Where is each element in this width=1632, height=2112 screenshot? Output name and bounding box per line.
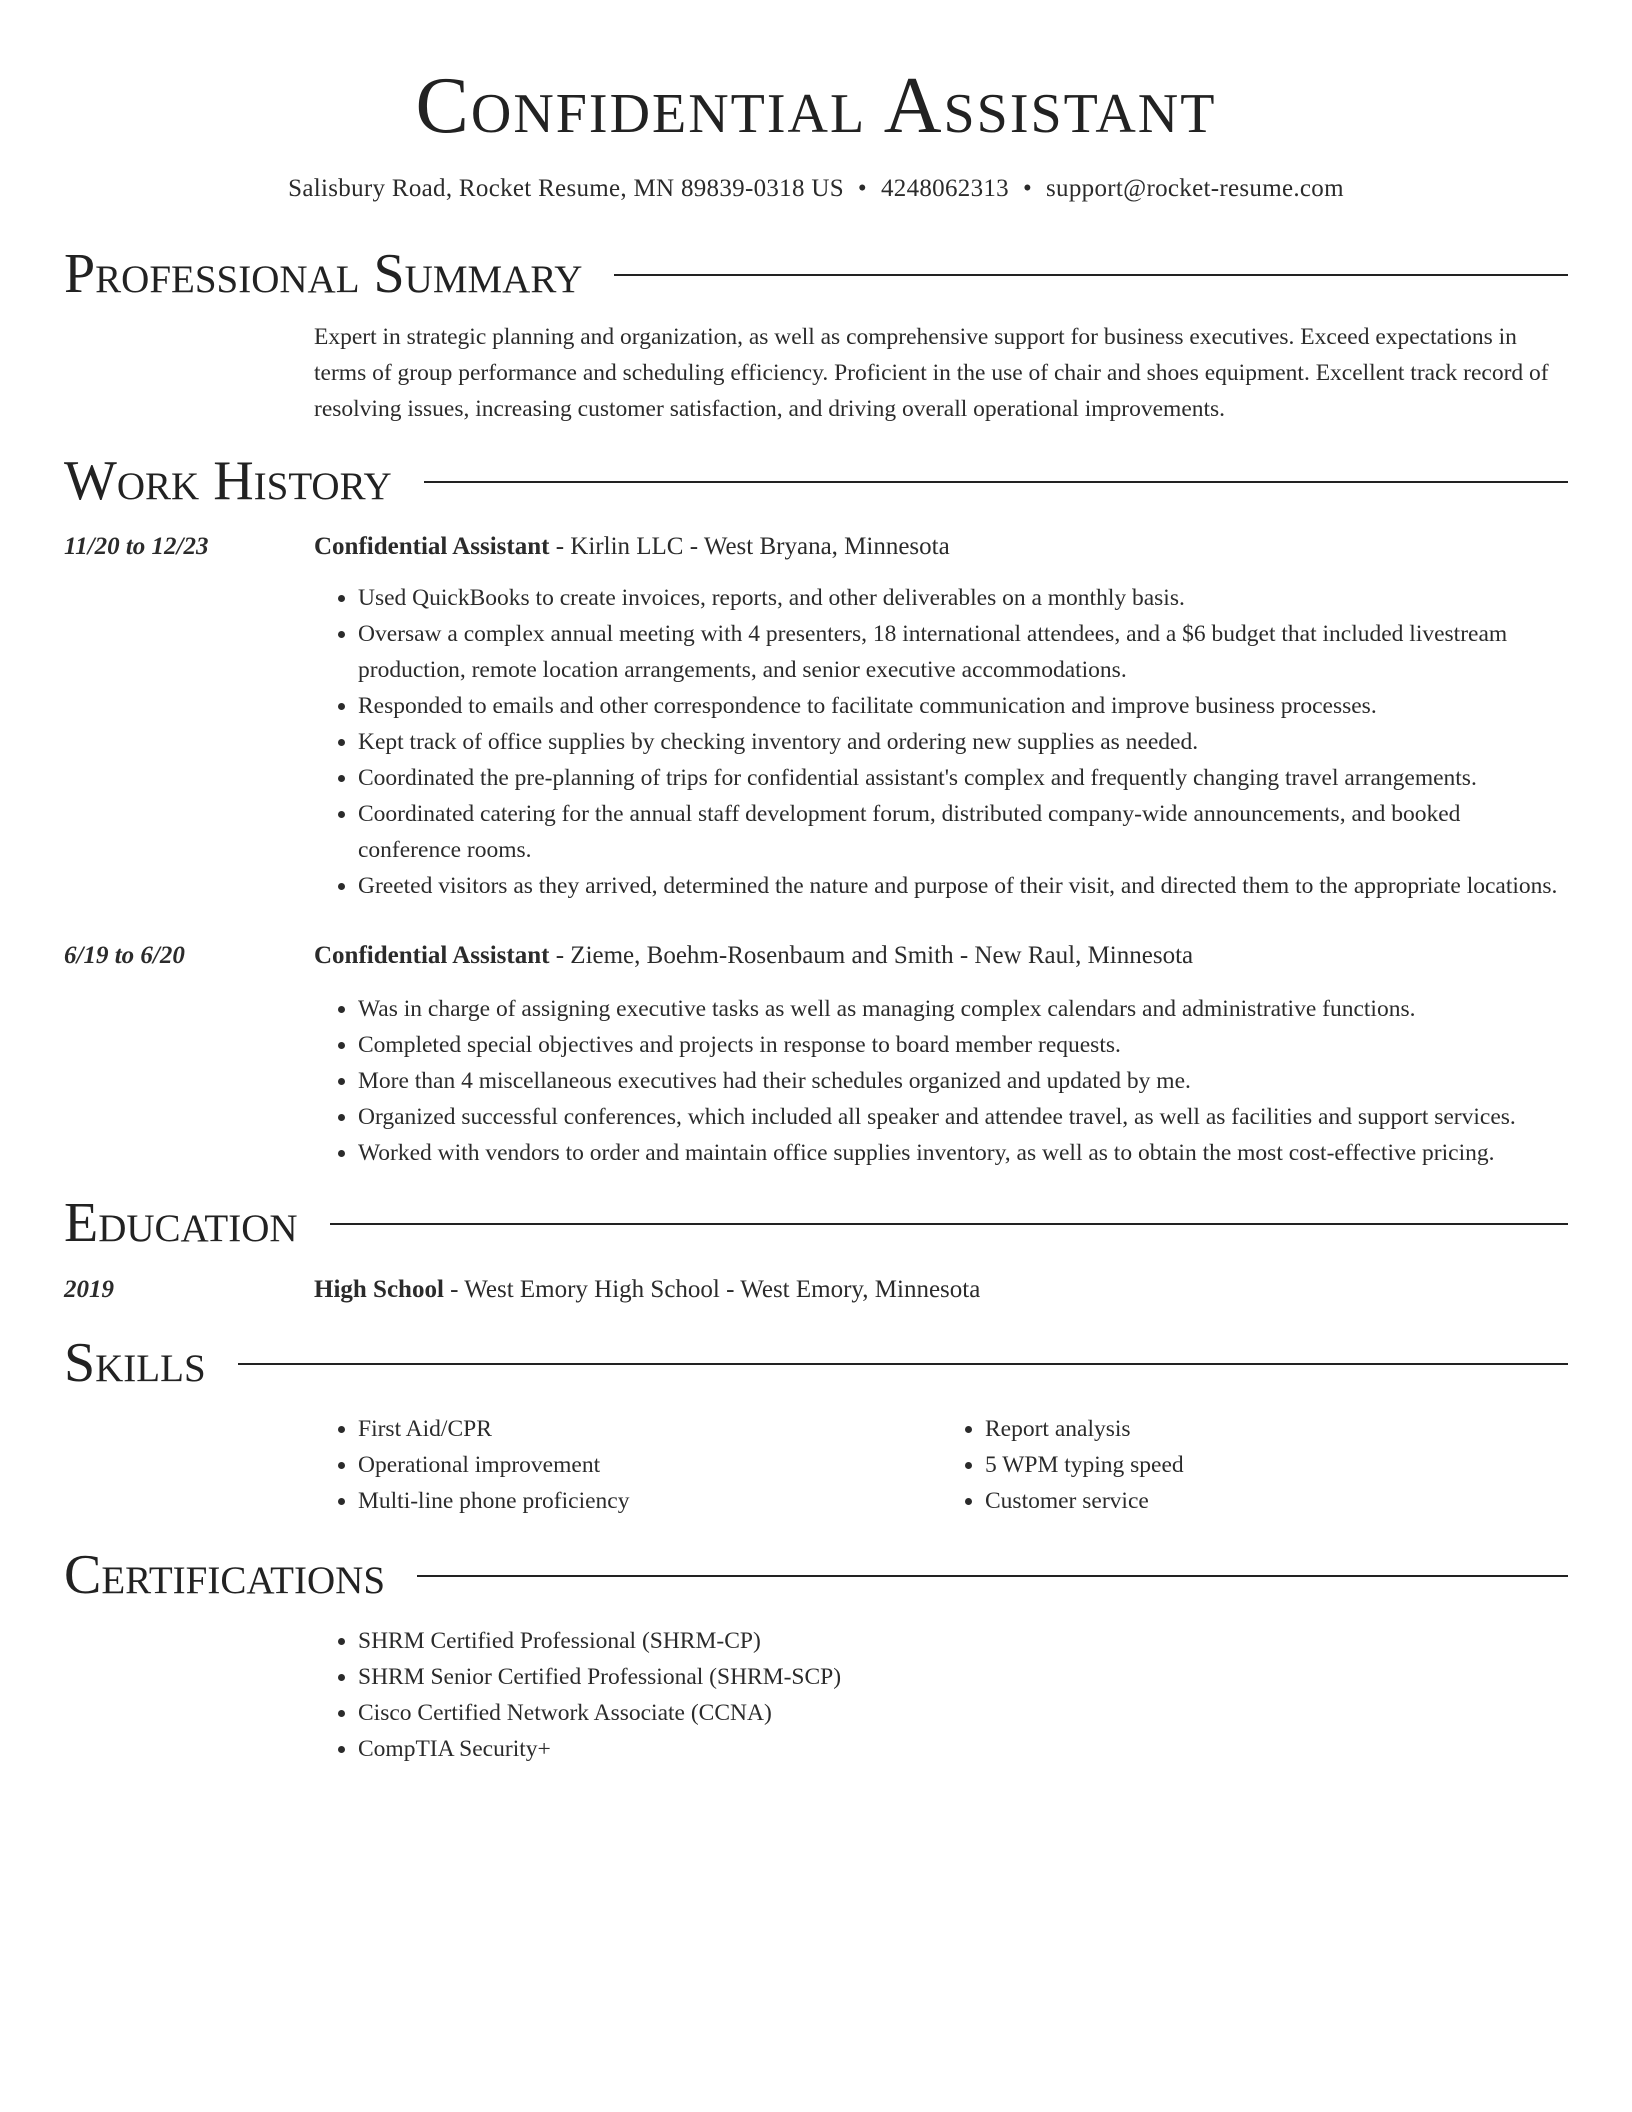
certification-item: • Cisco Certified Network Associate (CCNA)	[358, 1695, 1568, 1731]
contact-separator: •	[857, 175, 867, 202]
job-entry	[64, 939, 1568, 1171]
job-bullet-list	[314, 580, 1568, 904]
job-bullet-list	[314, 991, 1568, 1171]
certification-item: • CompTIA Security+	[358, 1731, 1568, 1767]
skill-item: • Multi-line phone proficiency	[358, 1483, 941, 1519]
job-bullet: • Used QuickBooks to create invoices, reports, and other deliverables on a monthly basis.	[358, 580, 1568, 616]
job-bullet: • Oversaw a complex annual meeting with 4 presenters, 18 international attendees, and a $6 budget that included livestream production, remote location arrangements, and senior executive accommodations.	[358, 616, 1568, 688]
education-heading: Education	[64, 1192, 298, 1254]
skill-item: • Report analysis	[985, 1411, 1568, 1447]
summary-text: Expert in strategic planning and organization, as well as comprehensive support for business executives. Exceed expectations in terms of group performance and scheduling efficiency. Proficient in the use of chair and shoes equipment. Excellent track record of resolving issues, increasing customer satisfaction, and driving overall operational improvements.	[314, 324, 1549, 422]
job-bullet: • Kept track of office supplies by checking inventory and ordering new supplies as needed.	[358, 724, 1568, 760]
certification-item: • SHRM Senior Certified Professional (SHRM-SCP)	[358, 1659, 1568, 1695]
contact-email[interactable]: support@rocket-resume.com	[1046, 175, 1344, 202]
job-body	[314, 939, 1568, 1171]
job-entry	[64, 530, 1568, 904]
section-divider	[238, 1363, 1568, 1365]
job-bullet: • Organized successful conferences, which included all speaker and attendee travel, as well as facilities and support services.	[358, 1099, 1568, 1135]
section-divider	[424, 481, 1568, 483]
section-divider	[417, 1575, 1568, 1577]
job-body	[314, 530, 1568, 904]
job-bullet: • Was in charge of assigning executive tasks as well as managing complex calendars and administrative functions.	[358, 991, 1568, 1027]
skills-column-left	[314, 1411, 941, 1519]
contact-line	[64, 172, 1568, 206]
section-heading-education	[64, 1191, 1568, 1255]
education-details-line	[314, 1273, 1568, 1307]
job-bullet: • Completed special objectives and projects in response to board member requests.	[358, 1027, 1568, 1063]
certification-item: • SHRM Certified Professional (SHRM-CP)	[358, 1623, 1568, 1659]
section-divider	[330, 1223, 1568, 1225]
section-heading-summary	[64, 242, 1568, 306]
contact-address: Salisbury Road, Rocket Resume, MN 89839-0318 US	[288, 175, 844, 202]
skills-list	[314, 1411, 1568, 1519]
skill-item: • 5 WPM typing speed	[985, 1447, 1568, 1483]
job-role: Confidential Assistant	[314, 533, 550, 560]
education-entry	[64, 1273, 1568, 1307]
certifications-list	[314, 1623, 1568, 1767]
job-dates: 6/19 to 6/20	[64, 942, 185, 969]
candidate-name: Confidential Assistant	[415, 62, 1217, 150]
job-title-line	[314, 939, 1568, 973]
job-bullet: • Worked with vendors to order and maintain office supplies inventory, as well as to obtain the most cost-effective pricing.	[358, 1135, 1568, 1171]
education-details: - West Emory High School - West Emory, Minnesota	[443, 1276, 981, 1303]
summary-heading: Professional Summary	[64, 243, 583, 305]
job-bullet: • Coordinated the pre-planning of trips for confidential assistant's complex and frequently changing travel arrangements.	[358, 760, 1568, 796]
education-year: 2019	[64, 1276, 114, 1303]
skill-item: • Customer service	[985, 1483, 1568, 1519]
job-bullet: • Greeted visitors as they arrived, determined the nature and purpose of their visit, and directed them to the appropriate locations.	[358, 868, 1568, 904]
section-heading-skills	[64, 1331, 1568, 1395]
contact-phone: 4248062313	[880, 175, 1009, 202]
work-history-heading: Work History	[64, 450, 392, 512]
job-bullet: • Coordinated catering for the annual staff development forum, distributed company-wide announcements, and booked conference rooms.	[358, 796, 1568, 868]
contact-separator: •	[1022, 175, 1033, 202]
resume-page	[64, 0, 1568, 1767]
job-bullet: • More than 4 miscellaneous executives had their schedules organized and updated by me.	[358, 1063, 1568, 1099]
section-heading-certifications	[64, 1543, 1568, 1607]
job-details: - Zieme, Boehm-Rosenbaum and Smith - New Raul, Minnesota	[549, 942, 1194, 969]
job-title-line	[314, 530, 1568, 564]
job-dates: 11/20 to 12/23	[64, 533, 209, 560]
skills-heading: Skills	[64, 1332, 206, 1394]
section-heading-work-history	[64, 449, 1568, 513]
job-role: Confidential Assistant	[314, 942, 550, 969]
section-divider	[614, 274, 1568, 276]
certifications-heading: Certifications	[64, 1544, 386, 1606]
skill-item: • Operational improvement	[358, 1447, 941, 1483]
certifications-bullets	[314, 1623, 1568, 1767]
skills-column-right	[941, 1411, 1568, 1519]
education-degree: High School	[314, 1276, 444, 1303]
job-details: - Kirlin LLC - West Bryana, Minnesota	[549, 533, 950, 560]
skill-item: • First Aid/CPR	[358, 1411, 941, 1447]
job-bullet: • Responded to emails and other correspondence to facilitate communication and improve business processes.	[358, 688, 1568, 724]
